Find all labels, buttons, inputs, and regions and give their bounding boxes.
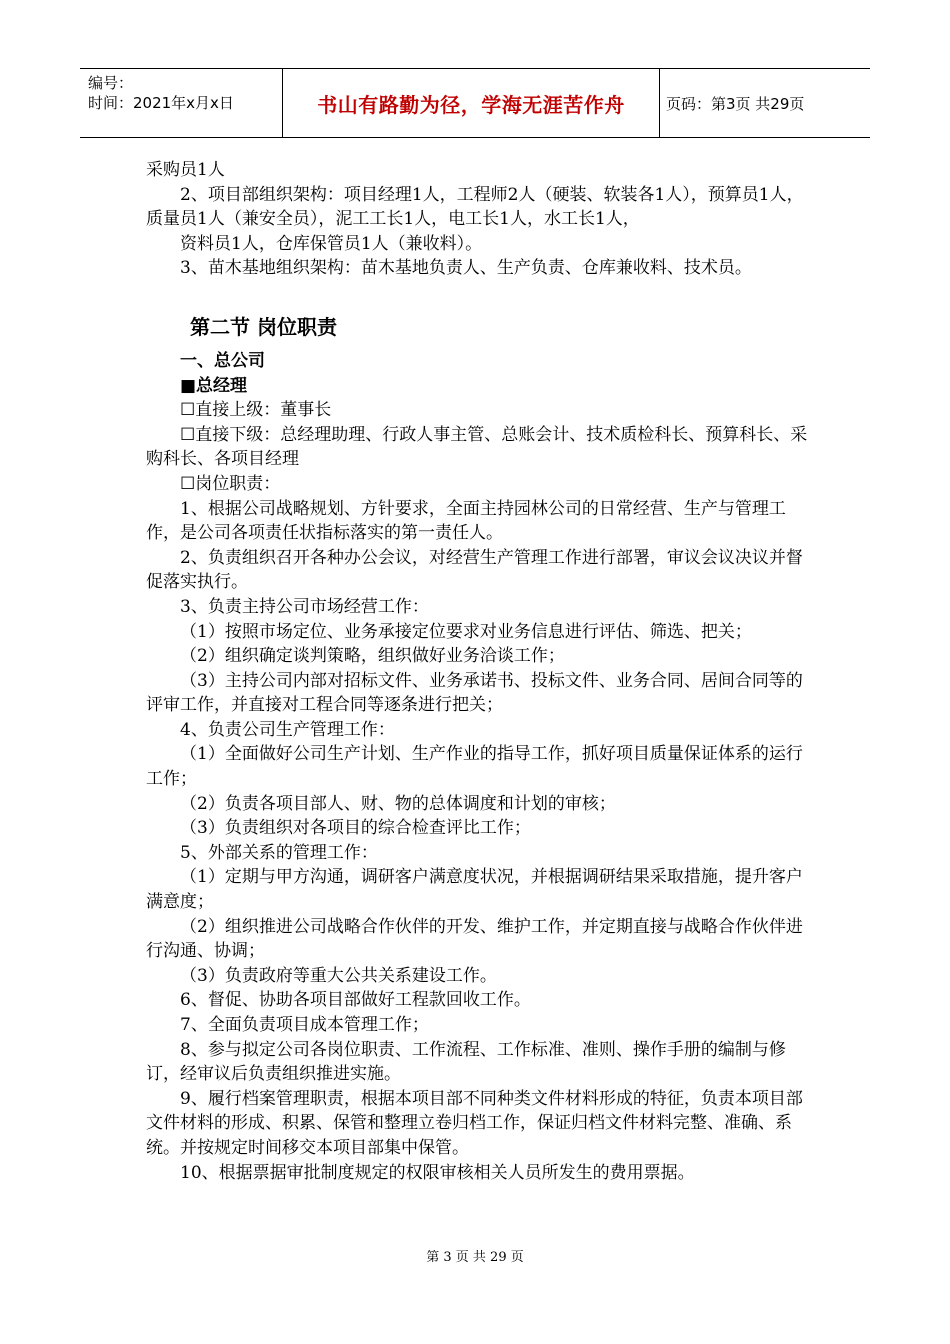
- header-page-info: 页码：第3页 共29页: [666, 94, 805, 113]
- duty-subitem: （1）全面做好公司生产计划、生产作业的指导工作，抓好项目质量保证体系的运行工作；: [146, 744, 803, 790]
- subordinates-line: ☐直接下级：总经理助理、行政人事主管、总账会计、技术质检科长、预算科长、采购科长、各项目经理: [146, 424, 808, 470]
- duty-item: 10、根据票据审批制度规定的权限审核相关人员所发生的费用票据。: [180, 1162, 695, 1183]
- role-title: ■总经理: [180, 375, 248, 396]
- duties-label: ☐岗位职责：: [180, 473, 281, 494]
- duty-item: 1、根据公司战略规划、方针要求，全面主持园林公司的日常经营、生产与管理工作，是公司各项责任状指标落实的第一责任人。: [146, 498, 786, 544]
- time-label: 时间：2021年x月x日: [88, 94, 234, 112]
- page-header: [80, 68, 870, 138]
- duty-subitem: （3）主持公司内部对招标文件、业务承诺书、投标文件、业务合同、居间合同等的评审工作，并直接对工程合同等逐条进行把关；: [146, 670, 803, 716]
- duty-subitem: （1）定期与甲方沟通，调研客户满意度状况，并根据调研结果采取措施，提升客户满意度；: [146, 867, 803, 913]
- header-meta: [80, 69, 280, 137]
- duty-subitem: （2）负责各项目部人、财、物的总体调度和计划的审核；: [180, 793, 616, 814]
- duty-item: 4、负责公司生产管理工作：: [180, 719, 395, 740]
- paragraph: 2、项目部组织架构：项目经理1人，工程师2人（硬装、软装各1人），预算员1人，质量员1人（兼安全员），泥工工长1人，电工长1人，水工长1人，: [146, 184, 804, 230]
- duty-item: 8、参与拟定公司各岗位职责、工作流程、工作标准、准则、操作手册的编制与修订，经审议后负责组织推进实施。: [146, 1039, 786, 1085]
- sub-title: 一、总公司: [180, 350, 265, 371]
- duty-subitem: （3）负责组织对各项目的综合检查评比工作；: [180, 818, 531, 839]
- paragraph: 采购员1人: [146, 160, 225, 180]
- section-title: 第二节 岗位职责: [190, 314, 337, 339]
- duty-subitem: （2）组织确定谈判策略，组织做好业务洽谈工作；: [180, 646, 565, 667]
- superior-line: ☐直接上级：董事长: [180, 400, 332, 421]
- duty-item: 3、负责主持公司市场经营工作：: [180, 596, 429, 617]
- duty-subitem: （3）负责政府等重大公共关系建设工作。: [180, 965, 497, 986]
- duty-item: 5、外部关系的管理工作：: [180, 842, 378, 863]
- duty-item: 6、督促、协助各项目部做好工程款回收工作。: [180, 990, 531, 1011]
- page-footer: 第 3 页 共 29 页: [426, 1250, 524, 1265]
- paragraph: 资料员1人，仓库保管员1人（兼收料）。: [180, 233, 483, 254]
- document-body: [146, 158, 816, 1185]
- duty-subitem: （2）组织推进公司战略合作伙伴的开发、维护工作，并定期直接与战略合作伙伴进行沟通、协调；: [146, 916, 803, 962]
- serial-label: 编号：: [88, 74, 134, 92]
- duty-item: 9、履行档案管理职责，根据本项目部不同种类文件材料形成的特征，负责本项目部文件材料的形成、积累、保管和整理立卷归档工作，保证归档文件材料完整、准确、系统。并按规定时间移交本项目部集中保管。: [146, 1088, 803, 1158]
- duty-subitem: （1）按照市场定位、业务承接定位要求对业务信息进行评估、筛选、把关；: [180, 621, 752, 642]
- duty-item: 7、全面负责项目成本管理工作；: [180, 1015, 429, 1035]
- header-motto: 书山有路勤为径，学海无涯苦作舟: [282, 69, 660, 137]
- paragraph: 3、苗木基地组织架构：苗木基地负责人、生产负责、仓库兼收料、技术员。: [180, 258, 752, 279]
- duty-item: 2、负责组织召开各种办公会议，对经营生产管理工作进行部署，审议会议决议并督促落实执行。: [146, 547, 803, 593]
